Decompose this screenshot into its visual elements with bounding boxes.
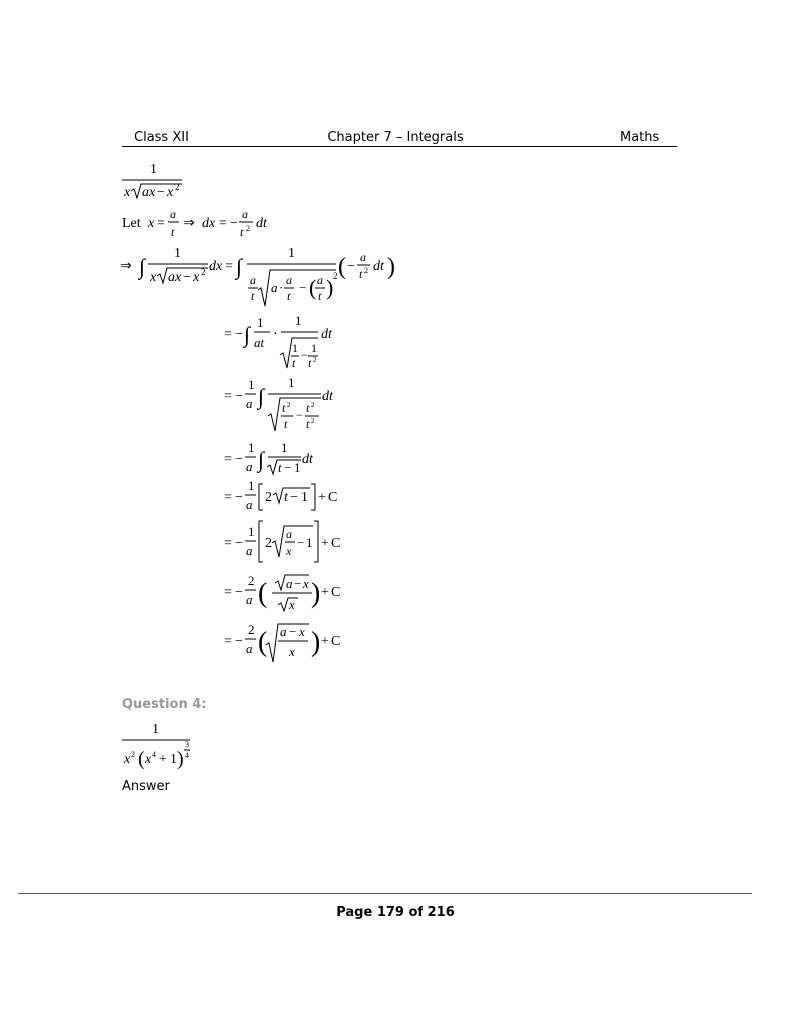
integral-step-4 [224, 440, 314, 475]
svg-text:a: a [286, 576, 293, 591]
svg-text:⇒: ⇒ [183, 216, 195, 231]
svg-text:=: = [224, 490, 232, 505]
svg-text:=: = [225, 259, 233, 274]
svg-text:(: ( [309, 275, 317, 300]
svg-text:a: a [170, 207, 176, 221]
integral-step-6 [224, 521, 340, 562]
svg-text:−: − [235, 389, 243, 404]
svg-text:+: + [321, 536, 329, 551]
svg-text:2: 2 [131, 750, 135, 759]
svg-text:1: 1 [170, 752, 177, 767]
svg-text:a: a [242, 207, 248, 221]
svg-text:t: t [292, 356, 296, 370]
svg-text:2: 2 [287, 401, 291, 409]
svg-text:1: 1 [257, 315, 264, 330]
svg-text:−: − [157, 185, 165, 200]
svg-text:=: = [224, 389, 232, 404]
svg-text:2: 2 [265, 536, 272, 551]
svg-text:1: 1 [306, 535, 313, 550]
svg-text:C: C [331, 634, 341, 649]
svg-text:=: = [224, 452, 232, 467]
svg-text:=: = [157, 216, 165, 231]
svg-text:4: 4 [185, 751, 189, 760]
svg-text:t: t [306, 401, 310, 415]
svg-text:∫: ∫ [139, 254, 146, 279]
svg-text:=: = [224, 536, 232, 551]
integral-step-2 [224, 313, 333, 370]
svg-text:1: 1 [288, 375, 295, 390]
svg-text:2: 2 [313, 356, 317, 364]
svg-text:t: t [278, 460, 282, 475]
svg-text:−: − [347, 259, 355, 274]
svg-text:∫: ∫ [258, 384, 265, 409]
svg-text:1: 1 [248, 377, 255, 392]
let-word: Let [122, 216, 141, 231]
constant-c: C [328, 490, 338, 505]
svg-text:+: + [318, 490, 326, 505]
page-number: Page 179 of 216 [336, 905, 455, 920]
svg-text:=: = [219, 216, 227, 231]
svg-text:dt: dt [302, 452, 313, 467]
svg-text:3: 3 [185, 740, 189, 749]
svg-text:t: t [284, 417, 288, 431]
svg-text:a: a [286, 527, 292, 541]
svg-text:1: 1 [288, 246, 295, 261]
svg-text:x: x [193, 270, 200, 285]
svg-text:ax: ax [142, 185, 156, 200]
integral-step-5 [224, 478, 337, 512]
svg-text:x: x [124, 752, 131, 767]
svg-text:x: x [167, 185, 174, 200]
svg-text:−: − [289, 624, 297, 639]
svg-text:dt: dt [322, 389, 333, 404]
svg-text:2: 2 [265, 490, 272, 505]
integral-step-1 [120, 246, 395, 306]
svg-text:t: t [171, 225, 175, 239]
svg-text:2: 2 [311, 417, 315, 425]
svg-text:−: − [297, 535, 305, 550]
svg-text:1: 1 [248, 524, 255, 539]
integrand-fraction [122, 162, 182, 200]
svg-text:2: 2 [248, 622, 255, 637]
svg-text:t: t [318, 289, 322, 303]
svg-text:=: = [224, 585, 232, 600]
svg-text:): ) [326, 275, 334, 300]
svg-text:x: x [286, 544, 292, 558]
svg-text:+: + [321, 585, 329, 600]
svg-text:∫: ∫ [258, 447, 265, 472]
svg-text:t: t [251, 289, 255, 303]
svg-text:1: 1 [152, 722, 159, 737]
answer-label: Answer [122, 779, 170, 794]
svg-text:1: 1 [311, 341, 317, 355]
svg-text:(: ( [138, 748, 145, 770]
svg-text:dt: dt [256, 216, 267, 231]
svg-text:1: 1 [248, 440, 255, 455]
svg-text:t: t [240, 225, 244, 239]
integral-step-3 [224, 375, 334, 431]
svg-text:1: 1 [248, 478, 255, 493]
integral-step-8 [224, 622, 340, 662]
svg-text:a: a [246, 396, 253, 411]
svg-text:x: x [303, 576, 309, 591]
svg-text:4: 4 [152, 750, 156, 759]
svg-text:dt: dt [321, 327, 332, 342]
svg-text:1: 1 [174, 246, 181, 261]
svg-text:1: 1 [150, 162, 157, 177]
header-subject: Maths [620, 130, 660, 145]
header-chapter: Chapter 7 – Integrals [327, 130, 464, 145]
svg-text:a: a [246, 459, 253, 474]
svg-text:a: a [246, 641, 253, 656]
svg-text:+: + [321, 634, 329, 649]
svg-text:a: a [280, 624, 287, 639]
svg-text:2: 2 [201, 267, 206, 277]
svg-text:1: 1 [301, 490, 308, 505]
svg-text:∫: ∫ [236, 254, 243, 279]
svg-text:C: C [331, 585, 341, 600]
svg-text:t: t [287, 289, 291, 303]
svg-text:dt: dt [373, 259, 384, 274]
svg-text:1: 1 [295, 313, 302, 328]
svg-text:a: a [246, 592, 253, 607]
svg-text:): ) [311, 627, 321, 658]
svg-text:−: − [235, 490, 243, 505]
svg-text:−: − [294, 576, 302, 591]
header-class: Class XII [134, 130, 189, 145]
svg-text:a: a [271, 280, 278, 295]
svg-text:−: − [235, 327, 243, 342]
svg-text:1: 1 [292, 341, 298, 355]
svg-text:a: a [250, 273, 256, 287]
svg-text:x: x [289, 644, 295, 659]
svg-text:x: x [145, 752, 152, 767]
svg-text:−: − [235, 585, 243, 600]
svg-text:·: · [273, 327, 278, 342]
svg-text:a: a [317, 273, 323, 287]
svg-text:·: · [279, 280, 284, 295]
svg-text:2: 2 [175, 182, 180, 192]
svg-text:dx: dx [209, 259, 223, 274]
integral-step-7 [224, 573, 340, 612]
svg-text:t: t [306, 417, 310, 431]
svg-text:−: − [230, 216, 238, 231]
svg-text:(: ( [258, 578, 268, 609]
svg-text:−: − [299, 280, 307, 295]
svg-text:=: = [224, 634, 232, 649]
svg-text:−: − [235, 634, 243, 649]
svg-text:1: 1 [281, 440, 288, 455]
svg-text:=: = [224, 327, 232, 342]
svg-text:a: a [360, 250, 366, 264]
svg-text:x: x [124, 185, 131, 200]
svg-text:2: 2 [311, 401, 315, 409]
svg-text:⇒: ⇒ [120, 259, 132, 274]
svg-text:): ) [311, 578, 321, 609]
svg-text:t: t [282, 401, 286, 415]
svg-text:t: t [308, 356, 312, 370]
svg-text:ax: ax [168, 270, 182, 285]
question-4-heading: Question 4: [122, 697, 207, 712]
svg-text:x: x [299, 624, 305, 639]
footer-divider [18, 893, 752, 894]
svg-text:−: − [284, 460, 292, 475]
svg-text:−: − [296, 408, 303, 422]
svg-text:2: 2 [248, 573, 255, 588]
svg-text:2: 2 [364, 266, 368, 275]
svg-text:): ) [387, 254, 395, 280]
svg-text:∫: ∫ [244, 322, 251, 347]
svg-text:a: a [286, 273, 292, 287]
svg-text:t: t [284, 490, 288, 505]
svg-text:a: a [246, 497, 253, 512]
svg-text:2: 2 [246, 224, 250, 233]
svg-text:x: x [148, 216, 155, 231]
svg-text:−: − [183, 270, 191, 285]
svg-text:1: 1 [294, 460, 301, 475]
svg-text:−: − [290, 490, 298, 505]
svg-text:dx: dx [202, 216, 216, 231]
svg-text:(: ( [338, 254, 346, 280]
svg-text:x: x [150, 270, 157, 285]
svg-text:at: at [254, 335, 265, 350]
question4-expression [122, 722, 190, 770]
svg-text:−: − [235, 452, 243, 467]
svg-text:−: − [235, 536, 243, 551]
svg-text:2: 2 [333, 271, 338, 281]
svg-text:x: x [289, 597, 295, 612]
svg-text:t: t [359, 267, 363, 281]
svg-text:−: − [301, 348, 308, 362]
svg-text:a: a [246, 543, 253, 558]
svg-text:C: C [331, 536, 341, 551]
substitution-line [122, 207, 268, 239]
svg-text:): ) [177, 748, 184, 770]
svg-text:+: + [159, 752, 167, 767]
svg-text:(: ( [258, 627, 268, 658]
